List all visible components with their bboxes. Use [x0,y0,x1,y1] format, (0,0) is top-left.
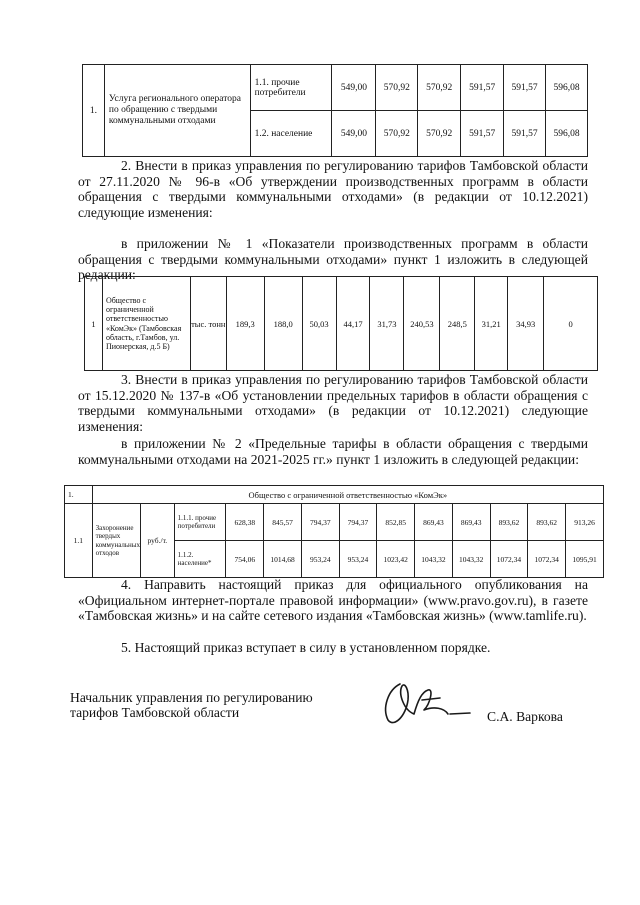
table-cell: 248,5 [440,277,475,371]
table-cell: 31,73 [370,277,404,371]
table-cell: 754,06 [226,541,264,578]
tariff-table-1 [82,64,588,157]
paragraph-2: 2. Внести в приказ управления по регулированию тарифов Тамбовской области от 27.11.2020 № 96-в «Об утверждении производственных программ в области обращения с твердыми коммунальными отходами» (в редакции от 10.12.2021) следующие изменения: [78,158,588,220]
service-name: Услуга регионального оператора по обращению с твердыми коммунальными отходами [104,65,250,157]
table-cell: 591,57 [461,111,504,157]
section-number: 1. [65,486,93,504]
table-cell: 1023,42 [377,541,415,578]
service-name: Захоронение твердых коммунальных отходов [92,504,140,578]
consumer-group: 1.1. прочие потребители [250,65,332,111]
table-cell: 845,57 [264,504,302,541]
paragraph-2-instruction: в приложении № 1 «Показатели производственных программ в области обращения с твердыми коммунальными отходами» пункт 1 изложить в следующей редакции: [78,236,588,283]
table-cell: 893,62 [490,504,528,541]
signature-icon [378,670,474,730]
signer-title [70,690,313,720]
consumer-group: 1.2. население [250,111,332,157]
table-cell: 852,85 [377,504,415,541]
paragraph-3-instruction: в приложении № 2 «Предельные тарифы в области обращения с твердыми коммунальными отходами на 2021-2025 гг.» пункт 1 изложить в следующей редакции: [78,436,588,467]
table-cell: 0 [544,277,598,371]
paragraph-4: 4. Направить настоящий приказ для официального опубликования на «Официальном интернет-портале правовой информации» (www.pravo.gov.ru), в газете «Тамбовская жизнь» и на сайте сетевого издания «Тамбовская жизнь» (www.tamlife.ru). [78,577,588,624]
table-cell: 628,38 [226,504,264,541]
table-cell: 869,43 [452,504,490,541]
consumer-group: 1.1.2. население* [174,541,226,578]
organization-header: Общество с ограниченной ответственностью «КомЭк» [92,486,603,504]
table-cell: 953,24 [301,541,339,578]
table-cell: 1072,34 [528,541,566,578]
table-cell: 869,43 [415,504,453,541]
table-cell: 1014,68 [264,541,302,578]
table-cell: 188,0 [264,277,302,371]
table-cell: 570,92 [376,65,418,111]
table-cell: 570,92 [418,111,461,157]
paragraph-5: 5. Настоящий приказ вступает в силу в установленном порядке. [121,640,491,655]
table-cell: 591,57 [461,65,504,111]
table-cell: 1095,91 [566,541,604,578]
row-number: 1 [85,277,103,371]
paragraph-3: 3. Внести в приказ управления по регулированию тарифов Тамбовской области от 15.12.2020 № 137-в «Об установлении предельных тарифов в области обращения с твердыми коммунальными отходами» (в редакции от 10.12.2021) следующие изменения: [78,372,588,434]
table-cell: 591,57 [504,65,546,111]
table-cell: 50,03 [302,277,336,371]
program-indicators-table [84,276,598,371]
table-cell: 31,21 [475,277,508,371]
table-cell: 570,92 [418,65,461,111]
table-cell: 913,26 [566,504,604,541]
table-cell: 44,17 [336,277,370,371]
row-number: 1. [83,65,105,157]
table-cell: 1043,32 [415,541,453,578]
table-cell: 794,37 [339,504,377,541]
table-cell: 591,57 [504,111,546,157]
table-cell: 549,00 [332,111,376,157]
signer-name: С.А. Варкова [487,709,563,724]
table-cell: 893,62 [528,504,566,541]
unit-label: руб./т. [141,504,175,578]
table-cell: 189,3 [226,277,264,371]
signer-title-line-1: Начальник управления по регулированию [70,690,313,705]
table-cell: 596,08 [546,111,588,157]
table-cell: 1072,34 [490,541,528,578]
table-cell: 596,08 [546,65,588,111]
table-cell: 34,93 [508,277,544,371]
signer-title-line-2: тарифов Тамбовской области [70,705,240,720]
table-cell: 570,92 [376,111,418,157]
table-cell: 1043,32 [452,541,490,578]
tariff-limits-table [64,485,604,578]
table-cell: 549,00 [332,65,376,111]
unit-label: тыс. тонн [190,277,226,371]
organization-name: Общество с ограниченной ответственностью «КомЭк» (Тамбовская область, г.Тамбов, ул. Пионерская, д.5 Б) [102,277,190,371]
table-cell: 240,53 [404,277,440,371]
table-cell: 794,37 [301,504,339,541]
table-cell: 953,24 [339,541,377,578]
row-number: 1.1 [65,504,93,578]
consumer-group: 1.1.1. прочие потребители [174,504,226,541]
